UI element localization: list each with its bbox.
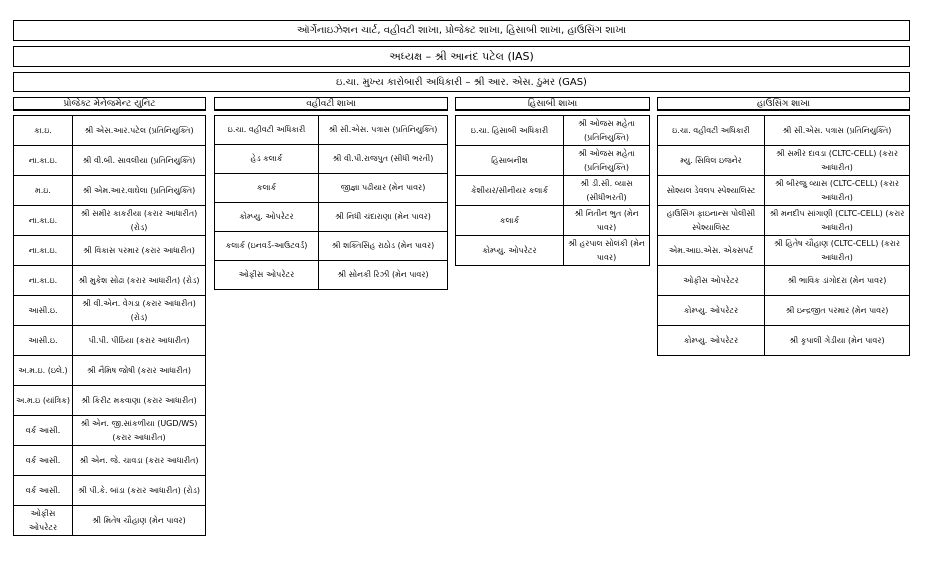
person-cell: શ્રી ઓજસ મહેતા (પ્રતિનિયુક્તિ) xyxy=(564,116,650,146)
role-cell: અ.મ.ઇ (યાંત્રિક) xyxy=(14,386,73,416)
table-row xyxy=(14,326,206,356)
org-chart-branches-banner xyxy=(13,20,910,41)
table-row xyxy=(215,203,448,232)
table-row xyxy=(215,145,448,174)
table-row xyxy=(658,236,910,266)
person-cell: શ્રી સોનકી રિઝી (મેન પાવર) xyxy=(319,261,448,290)
role-cell: હાઉસિંગ ફાઇનાન્સ પોલીસી સ્પેશ્યાલિસ્ટ xyxy=(658,206,765,236)
table-row xyxy=(14,356,206,386)
person-cell: શ્રી વિકાસ પરમાર (કરાર આધારીત) xyxy=(73,236,206,266)
section-title: વહીવટી શાખા xyxy=(214,97,448,111)
person-cell: શ્રી એન. જે. ચાવડા (કરાર આધારીત) xyxy=(73,446,206,476)
role-cell: કેશીયર/સીનીયર કલાર્ક xyxy=(456,176,564,206)
housing-section xyxy=(657,97,910,356)
role-cell: ઇ.ચા. વહીવટી અધિકારી xyxy=(658,116,765,146)
table-row xyxy=(215,174,448,203)
role-cell: ઇ.ચા. વહીવટી અધિકારી xyxy=(215,116,319,145)
table-row xyxy=(456,176,650,206)
table-row xyxy=(658,146,910,176)
person-cell: શ્રી એન. જી.સાંકળીયા (UGD/WS) (કરાર આધારીત) xyxy=(73,416,206,446)
staff-table xyxy=(455,115,650,266)
section-title: હાઉસિંગ શાખા xyxy=(657,97,910,111)
section-title: પ્રોજેક્ટ મેનેજમેન્ટ યુનિટ xyxy=(13,97,206,111)
person-cell: શ્રી ડી.સી. વ્યાસ (સીધીભરતી) xyxy=(564,176,650,206)
table-row xyxy=(658,296,910,326)
role-cell: કોમ્પ્યુ. ઓપરેટર xyxy=(215,203,319,232)
table-row xyxy=(14,446,206,476)
project-management-unit-section xyxy=(13,97,206,536)
person-cell: શ્રી હરપાલ સોલંકી (મેન પાવર) xyxy=(564,236,650,266)
chairman-text: અધ્યક્ષ – શ્રી આનંદ પટેલ (IAS) xyxy=(389,49,534,63)
table-row xyxy=(215,116,448,145)
role-cell: હેડ કલાર્ક xyxy=(215,145,319,174)
person-cell: શ્રી વી.પી.રાજપુત (સીધી ભરતી) xyxy=(319,145,448,174)
table-row xyxy=(14,386,206,416)
role-cell: કોમ્પ્યુ. ઓપરેટર xyxy=(658,296,765,326)
table-row xyxy=(456,206,650,236)
role-cell: એમ.આઇ.એસ. એક્સપર્ટ xyxy=(658,236,765,266)
table-row xyxy=(14,176,206,206)
role-cell: ના.કા.ઇ. xyxy=(14,206,73,236)
role-cell: આસી.ઇ. xyxy=(14,296,73,326)
administration-section xyxy=(214,97,448,290)
staff-table xyxy=(657,115,910,356)
section-title: હિસાબી શાખા xyxy=(455,97,650,111)
person-cell: શ્રી વી.બી. સાવલીયા (પ્રતિનિયુક્તિ) xyxy=(73,146,206,176)
person-cell: શ્રી મુકેશ સોઢા (કરાર આધારીત) (રોડ) xyxy=(73,266,206,296)
role-cell: ના.કા.ઇ. xyxy=(14,266,73,296)
role-cell: વર્ક આસી. xyxy=(14,446,73,476)
table-row xyxy=(14,296,206,326)
table-row xyxy=(14,266,206,296)
person-cell: શ્રી વી.એન. વેગડા (કરાર આધારીત) (રોડ) xyxy=(73,296,206,326)
person-cell: પી.પી. પીઠિયા (કરાર આધારીત) xyxy=(73,326,206,356)
role-cell: કા.ઇ. xyxy=(14,116,73,146)
role-cell: મ.ઇ. xyxy=(14,176,73,206)
table-row xyxy=(658,176,910,206)
person-cell: શ્રી નિતીન ભુત (મેન પાવર) xyxy=(564,206,650,236)
ceo-text: ઇ.ચા. મુખ્ય કારોબારી અધિકારી – શ્રી આર. એસ. ઠુમર (GAS) xyxy=(336,76,587,88)
person-cell: શ્રી સી.એસ. પત્રાસ (પ્રતિનિયુક્તિ) xyxy=(319,116,448,145)
table-row xyxy=(14,146,206,176)
person-cell: શ્રી એમ.આર.વાઘેલા (પ્રતિનિયુક્તિ) xyxy=(73,176,206,206)
staff-table xyxy=(214,115,448,290)
role-cell: ના.કા.ઇ. xyxy=(14,236,73,266)
role-cell: ઇ.ચા. હિસાબી અધિકારી xyxy=(456,116,564,146)
person-cell: શ્રી ઇન્દ્રજીત પરમાર (મેન પાવર) xyxy=(765,296,910,326)
table-row xyxy=(14,506,206,536)
role-cell: કોમ્પ્યુ. ઓપરેટર xyxy=(456,236,564,266)
person-cell: શ્રી હિતેષ ચૌહાણ (CLTC-CELL) (કરાર આધારીત) xyxy=(765,236,910,266)
person-cell: શ્રી ભાવિક ડાંગોદરા (મેન પાવર) xyxy=(765,266,910,296)
person-cell: શ્રી નિધી ચંદારાણા (મેન પાવર) xyxy=(319,203,448,232)
role-cell: કલાર્ક xyxy=(456,206,564,236)
role-cell: સોશ્યલ ડેવલપ સ્પેશ્યાલિસ્ટ xyxy=(658,176,765,206)
role-cell: ઓફીસ ઓપરેટર xyxy=(658,266,765,296)
table-row xyxy=(215,261,448,290)
table-row xyxy=(14,416,206,446)
person-cell: શ્રી બીરજુ વ્યાસ (CLTC-CELL) (કરાર આધારીત) xyxy=(765,176,910,206)
role-cell: કલાર્ક xyxy=(215,174,319,203)
table-row xyxy=(14,116,206,146)
role-cell: વર્ક આસી. xyxy=(14,476,73,506)
person-cell: શ્રી સમીર દાવડા (CLTC-CELL) (કરાર આધારીત) xyxy=(765,146,910,176)
role-cell: કોમ્પ્યુ. ઓપરેટર xyxy=(658,326,765,356)
person-cell: શ્રી મિતેષ ચૌહાણ (મેન પાવર) xyxy=(73,506,206,536)
branches-text: ઑર્ગેનાઇઝેશન ચાર્ટ, વહીવટી શાખા, પ્રોજેક્ટ શાખા, હિસાબી શાખા, હાઉસિંગ શાખા xyxy=(296,25,627,36)
person-cell: શ્રી પી.કે. બાંડા (કરાર આધારીત) (રોડ) xyxy=(73,476,206,506)
table-row xyxy=(14,476,206,506)
table-row xyxy=(215,232,448,261)
role-cell: આસી.ઇ. xyxy=(14,326,73,356)
table-row xyxy=(658,116,910,146)
role-cell: ઓફીસ ઓપરેટર xyxy=(14,506,73,536)
role-cell: વર્ક આસી. xyxy=(14,416,73,446)
role-cell: કલાર્ક (ઇનવર્ડ-આઉટવર્ડ) xyxy=(215,232,319,261)
role-cell: ઓફીસ ઓપરેટર xyxy=(215,261,319,290)
person-cell: જીજ્ઞા પઢીયાર (મેન પાવર) xyxy=(319,174,448,203)
table-row xyxy=(14,206,206,236)
person-cell: શ્રી સમીર કાકરીયા (કરાર આધારીત) (રોડ) xyxy=(73,206,206,236)
ceo-banner xyxy=(13,72,910,92)
role-cell: ના.કા.ઇ. xyxy=(14,146,73,176)
table-row xyxy=(658,266,910,296)
person-cell: શ્રી ઓજસ મહેતા (પ્રતિનિયુક્તિ) xyxy=(564,146,650,176)
chairman-banner xyxy=(13,46,910,67)
person-cell: શ્રી શક્તિસિંહ રાઠોડ (મેન પાવર) xyxy=(319,232,448,261)
person-cell: શ્રી કૃપાલી ગેડીયા (મેન પાવર) xyxy=(765,326,910,356)
accounts-section xyxy=(455,97,650,266)
role-cell: મ્યુ. સિવિલ ઇજનેર xyxy=(658,146,765,176)
table-row xyxy=(658,206,910,236)
person-cell: શ્રી સી.એસ. પત્રાસ (પ્રતિનિયુક્તિ) xyxy=(765,116,910,146)
table-row xyxy=(14,236,206,266)
role-cell: હિસાબનીશ xyxy=(456,146,564,176)
table-row xyxy=(658,326,910,356)
staff-table xyxy=(13,115,206,536)
person-cell: શ્રી મનદીપ સાંગાણી (CLTC-CELL) (કરાર આધારીત) xyxy=(765,206,910,236)
person-cell: શ્રી કિરીટ મકવાણા (કરાર આધારીત) xyxy=(73,386,206,416)
table-row xyxy=(456,116,650,146)
table-row xyxy=(456,146,650,176)
person-cell: શ્રી એસ.આર.પટેલ (પ્રતિનિયુક્તિ) xyxy=(73,116,206,146)
table-row xyxy=(456,236,650,266)
role-cell: અ.મ.ઇ. (ઇલે.) xyxy=(14,356,73,386)
person-cell: શ્રી નૈમિષ જોષી (કરાર આધારીત) xyxy=(73,356,206,386)
